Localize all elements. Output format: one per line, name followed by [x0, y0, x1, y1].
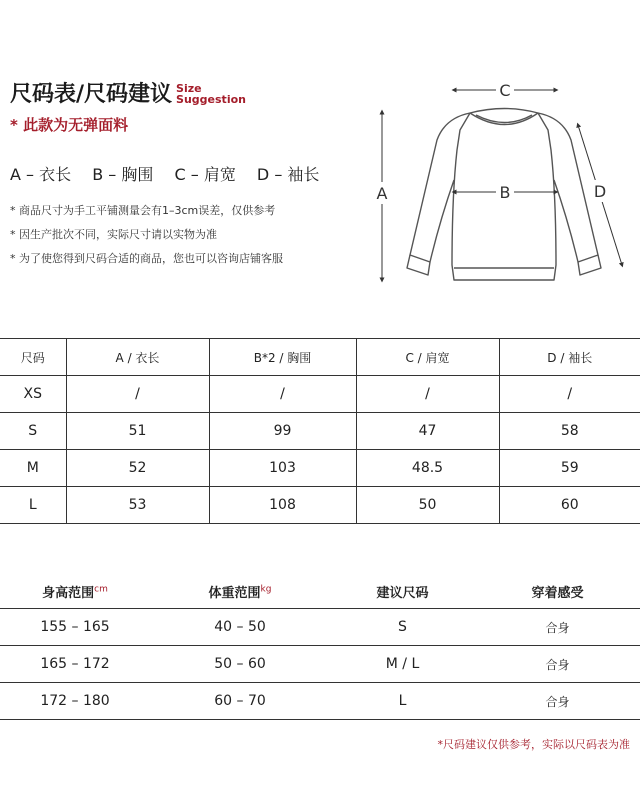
cell: M / L — [330, 646, 475, 683]
sweater-diagram-icon — [370, 70, 635, 300]
cell: 108 — [209, 487, 356, 524]
note-item: * 为了使您得到尺码合适的商品，您也可以咨询店铺客服 — [10, 252, 283, 265]
cell: 50 – 60 — [150, 646, 330, 683]
size-table — [0, 338, 640, 524]
cell: 60 — [499, 487, 640, 524]
col-header — [330, 575, 475, 609]
legend-d: D – 袖长 — [256, 165, 320, 184]
page-title: 尺码表/尺码建议 — [10, 82, 173, 107]
cell: / — [356, 376, 499, 413]
cell: 48.5 — [356, 450, 499, 487]
header-label: 建议尺码 — [376, 586, 429, 601]
col-header — [150, 575, 330, 609]
col-header — [475, 575, 640, 609]
suggest-table-header — [0, 575, 640, 609]
cell: 60 – 70 — [150, 683, 330, 720]
label-b: B — [499, 183, 511, 202]
cell: 52 — [66, 450, 209, 487]
size-suggestion-table — [0, 575, 640, 720]
cell: S — [330, 609, 475, 646]
title-en-line2: Suggestion — [176, 93, 246, 106]
notes-list — [10, 203, 283, 275]
cell: 51 — [66, 413, 209, 450]
cell: XS — [0, 376, 66, 413]
cell: 合身 — [475, 683, 640, 720]
col-header — [0, 575, 150, 609]
col-header: D / 袖长 — [499, 339, 640, 376]
size-table-header — [0, 339, 640, 376]
cell: 59 — [499, 450, 640, 487]
cell: L — [0, 487, 66, 524]
cell: S — [0, 413, 66, 450]
cell: / — [209, 376, 356, 413]
table-row — [0, 413, 640, 450]
cell: 58 — [499, 413, 640, 450]
note-item: * 商品尺寸为手工平铺测量会有1–3cm误差，仅供参考 — [10, 204, 276, 217]
col-header: B*2 / 胸围 — [209, 339, 356, 376]
col-header: C / 肩宽 — [356, 339, 499, 376]
unit-label: kg — [260, 584, 272, 595]
cell: 合身 — [475, 609, 640, 646]
table-row — [0, 646, 640, 683]
table-row — [0, 487, 640, 524]
title-english — [176, 83, 246, 105]
legend-c: C – 肩宽 — [174, 165, 236, 184]
note-item: * 因生产批次不同，实际尺寸请以实物为准 — [10, 228, 217, 241]
cell: 50 — [356, 487, 499, 524]
cell: 172 – 180 — [0, 683, 150, 720]
cell: 47 — [356, 413, 499, 450]
title-block — [10, 80, 246, 110]
table-row — [0, 683, 640, 720]
label-c: C — [499, 81, 511, 100]
cell: M — [0, 450, 66, 487]
cell: 155 – 165 — [0, 609, 150, 646]
cell: 99 — [209, 413, 356, 450]
table-row — [0, 376, 640, 413]
table-row — [0, 609, 640, 646]
header-label: 穿着感受 — [531, 586, 584, 601]
fabric-note: * 此款为无弹面料 — [10, 116, 129, 134]
header-label: 身高范围 — [42, 586, 95, 601]
title-en-line1: Size — [176, 82, 202, 95]
cell: L — [330, 683, 475, 720]
cell: / — [499, 376, 640, 413]
col-header: 尺码 — [0, 339, 66, 376]
measurement-legend — [10, 162, 335, 185]
table-row — [0, 450, 640, 487]
cell: / — [66, 376, 209, 413]
header-label: 体重范围 — [208, 586, 261, 601]
col-header: A / 衣长 — [66, 339, 209, 376]
unit-label: cm — [94, 584, 108, 595]
cell: 53 — [66, 487, 209, 524]
cell: 103 — [209, 450, 356, 487]
cell: 合身 — [475, 646, 640, 683]
label-d: D — [593, 182, 607, 201]
legend-b: B – 胸围 — [92, 165, 154, 184]
footer-note: *尺码建议仅供参考，实际以尺码表为准 — [437, 738, 630, 751]
legend-a: A – 衣长 — [10, 165, 72, 184]
cell: 40 – 50 — [150, 609, 330, 646]
cell: 165 – 172 — [0, 646, 150, 683]
label-a: A — [376, 184, 388, 203]
